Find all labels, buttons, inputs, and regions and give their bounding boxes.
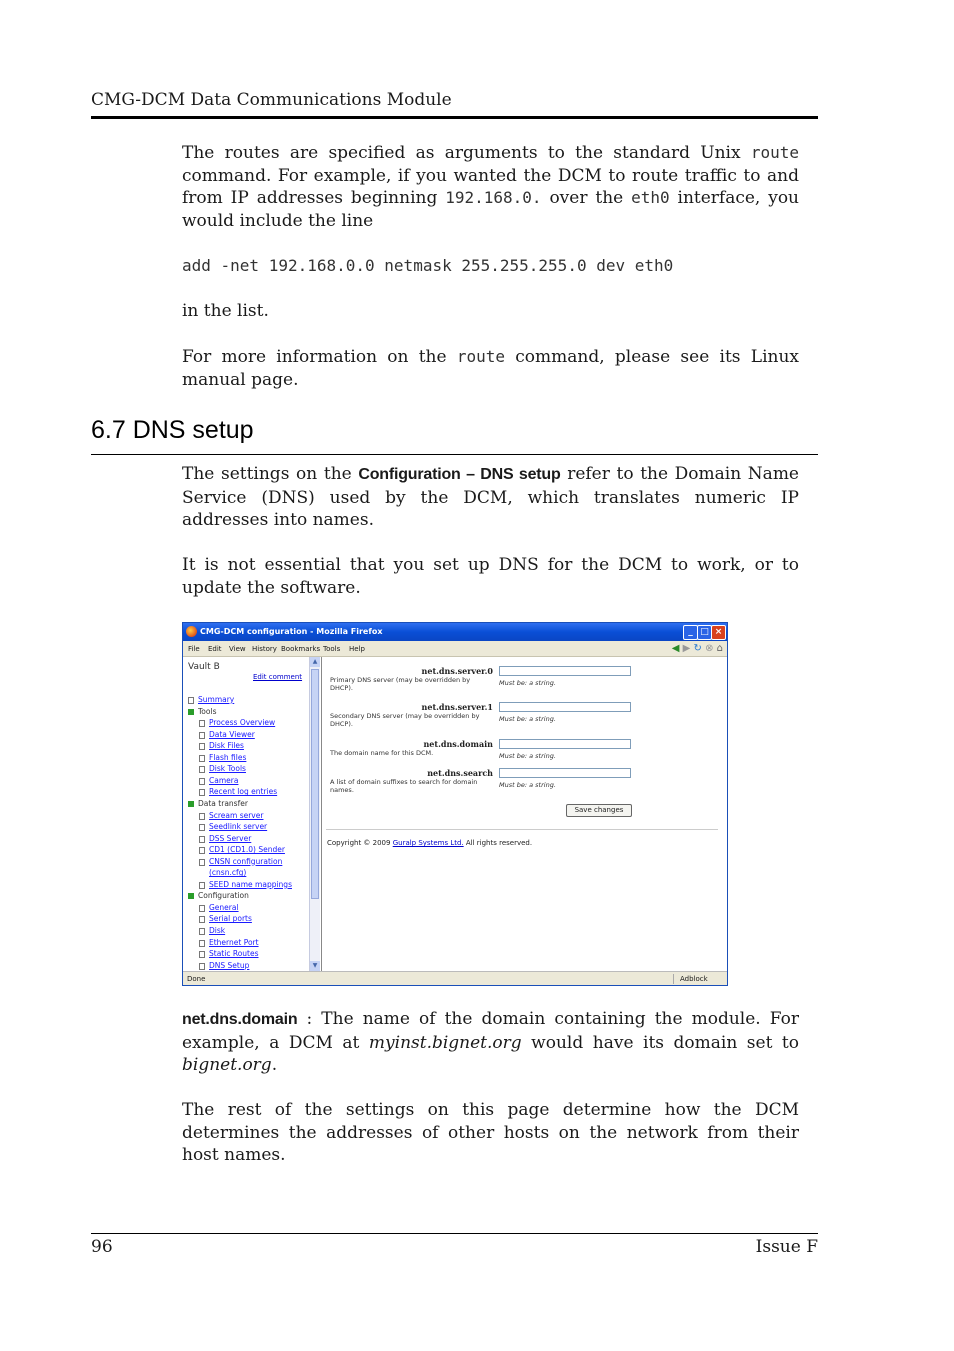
header-rule: [91, 116, 818, 119]
text-run: interface, you would include the line: [182, 188, 800, 231]
field-label: net.dns.server.0: [421, 666, 493, 676]
sidebar-link[interactable]: Scream server: [209, 810, 264, 820]
sidebar-link[interactable]: SEED name mappings: [209, 879, 292, 889]
code-ip: 192.168.0.: [445, 188, 542, 208]
forward-icon[interactable]: ▶: [682, 643, 691, 654]
sidebar-link[interactable]: Data Viewer: [209, 729, 255, 739]
sidebar-section: Data transfer: [198, 798, 248, 808]
text-run: The routes are specified as arguments to the standard Unix: [182, 143, 751, 163]
sidebar-section: Configuration: [198, 891, 249, 901]
page-icon: [199, 789, 205, 796]
scroll-thumb[interactable]: [311, 669, 319, 899]
menu-help[interactable]: Help: [349, 645, 365, 653]
scroll-down-icon[interactable]: ▼: [310, 961, 320, 971]
example-host: myinst.bignet.org: [368, 1032, 522, 1053]
menu-view[interactable]: View: [229, 645, 246, 653]
field-input[interactable]: [499, 666, 631, 676]
status-text: Done: [187, 975, 206, 983]
field-validation-note: Must be: a string.: [499, 752, 556, 760]
in-list-paragraph: in the list.: [182, 301, 269, 321]
menu-file[interactable]: File: [188, 645, 200, 653]
page-icon: [199, 720, 205, 727]
sidebar-section: Tools: [198, 706, 217, 716]
text-run: For more information on the: [182, 347, 457, 367]
sidebar-link[interactable]: Flash files: [209, 752, 247, 762]
page-icon: [199, 732, 205, 739]
folder-icon: [188, 801, 194, 807]
text-run: Copyright © 2009: [327, 839, 393, 847]
text-run: command, please see its Linux manual page.: [182, 347, 799, 390]
sidebar: [183, 657, 322, 971]
window-titlebar: [183, 623, 727, 641]
field-description: The domain name for this DCM.: [330, 749, 434, 757]
page-icon: [199, 951, 205, 958]
setting-name: net.dns.domain: [182, 1011, 298, 1028]
page-icon: [199, 847, 205, 854]
running-header: CMG-DCM Data Communications Module: [91, 90, 452, 110]
folder-icon: [188, 893, 194, 899]
page-icon: [199, 755, 205, 762]
host-resolution-paragraph: The rest of the settings on this page determine how the DCM determines the addresses of other hosts on the network from their host names.: [182, 1100, 799, 1166]
routes-paragraph: [182, 142, 799, 232]
page-icon: [199, 836, 205, 843]
field-label: net.dns.domain: [423, 739, 493, 749]
page-icon: [188, 697, 194, 704]
code-example: add -net 192.168.0.0 netmask 255.255.255.0 dev eth0: [182, 256, 674, 275]
page-icon: [199, 963, 205, 970]
page-icon: [199, 928, 205, 935]
field-validation-note: Must be: a string.: [499, 781, 556, 789]
firefox-icon: [186, 626, 197, 637]
folder-icon: [188, 709, 194, 715]
dns-intro-paragraph: [182, 463, 799, 532]
sidebar-link[interactable]: General: [209, 902, 239, 912]
menu-history[interactable]: History: [252, 645, 277, 653]
text-run: : The name of the domain containing the module. For example, a DCM at: [182, 1009, 799, 1053]
page-icon: [199, 905, 205, 912]
issue-label: Issue F: [755, 1237, 818, 1257]
vault-name: Vault B: [188, 662, 220, 672]
page-icon: [199, 778, 205, 785]
sidebar-link[interactable]: Process Overview: [209, 718, 276, 728]
section-heading: 6.7 DNS setup: [91, 416, 254, 444]
sidebar-link[interactable]: Disk Files: [209, 741, 244, 751]
sidebar-link[interactable]: Serial ports: [209, 914, 252, 924]
text-run: The settings on the: [182, 464, 359, 484]
field-description: Secondary DNS server (may be overridden by DHCP).: [330, 712, 480, 728]
menu-bar: [183, 641, 727, 657]
section-rule: [91, 454, 818, 455]
page-icon: [199, 766, 205, 773]
sidebar-link[interactable]: CD1 (CD1.0) Sender: [209, 845, 285, 855]
page-icon: [199, 940, 205, 947]
menu-edit[interactable]: Edit: [208, 645, 222, 653]
menu-path: Configuration – DNS setup: [358, 466, 561, 483]
page-icon: [199, 743, 205, 750]
firefox-screenshot: [182, 622, 728, 986]
minimize-icon[interactable]: _: [683, 625, 698, 640]
menu-bookmarks[interactable]: Bookmarks: [281, 645, 321, 653]
page-icon: [199, 882, 205, 889]
text-run: command. For example, if you wanted the DCM to route traffic to and from IP addresses beginning: [182, 165, 799, 209]
sidebar-link[interactable]: CNSN configuration: [209, 856, 283, 866]
nav-toolbar: [672, 643, 723, 654]
field-description: Primary DNS server (may be overridden by DHCP).: [330, 676, 471, 692]
text-run: would have its domain set to: [521, 1032, 799, 1053]
edit-comment-link[interactable]: Edit comment: [253, 673, 303, 681]
text-run: .: [271, 1055, 278, 1076]
scroll-up-icon[interactable]: ▲: [310, 657, 320, 667]
text-run: All rights reserved.: [463, 839, 533, 847]
field-validation-note: Must be: a string.: [499, 679, 556, 687]
field-input[interactable]: [499, 702, 631, 712]
page-icon: [199, 824, 205, 831]
content-divider: [326, 829, 718, 830]
dns-optional-paragraph: It is not essential that you set up DNS for the DCM to work, or to update the software.: [182, 555, 799, 598]
copyright-line: [327, 839, 532, 847]
save-changes-button[interactable]: Save changes: [566, 804, 632, 817]
field-label: net.dns.server.1: [421, 702, 493, 712]
status-separator: [673, 974, 674, 984]
sidebar-link[interactable]: Recent log entries: [209, 787, 278, 797]
close-icon[interactable]: ×: [711, 625, 726, 640]
code-route: route: [456, 347, 505, 366]
sidebar-link[interactable]: Disk: [209, 926, 226, 935]
sidebar-link[interactable]: DSS Server: [209, 833, 252, 843]
sidebar-link[interactable]: Static Routes: [209, 949, 259, 959]
maximize-icon[interactable]: □: [697, 625, 712, 640]
sidebar-link[interactable]: Disk Tools: [209, 764, 246, 774]
field-input[interactable]: [499, 739, 631, 749]
home-icon[interactable]: ⌂: [716, 643, 723, 654]
window-title: CMG-DCM configuration - Mozilla Firefox: [200, 627, 383, 636]
menu-tools[interactable]: Tools: [323, 645, 341, 653]
sidebar-link[interactable]: Ethernet Port: [209, 937, 259, 947]
page-number: 96: [91, 1237, 113, 1257]
sidebar-scrollbar[interactable]: [309, 657, 320, 971]
page-icon: [199, 859, 205, 866]
page-icon: [199, 916, 205, 923]
code-route: route: [750, 143, 799, 162]
stop-icon[interactable]: ⊗: [705, 643, 714, 654]
dns-domain-paragraph: [182, 1008, 799, 1077]
settings-panel: [323, 657, 723, 971]
text-run: over the: [541, 188, 632, 209]
sidebar-link[interactable]: Camera: [209, 775, 239, 785]
field-input[interactable]: [499, 768, 631, 778]
code-eth0: eth0: [631, 188, 670, 208]
sidebar-link[interactable]: (cnsn.cfg): [209, 868, 247, 878]
text-run: refer to the Domain Name Service (DNS) used by the DCM, which translates numeric IP addresses into names.: [182, 464, 799, 531]
example-domain: bignet.org: [182, 1055, 272, 1076]
status-bar: [183, 971, 727, 986]
adblock-label[interactable]: Adblock: [680, 975, 708, 983]
sidebar-link[interactable]: Seedlink server: [209, 822, 268, 832]
route-manual-paragraph: [182, 346, 799, 391]
reload-icon[interactable]: ↻: [693, 643, 702, 654]
field-label: net.dns.search: [427, 768, 493, 778]
back-icon[interactable]: ◀: [671, 643, 680, 654]
field-validation-note: Must be: a string.: [499, 715, 556, 723]
page-icon: [199, 813, 205, 820]
sidebar-link[interactable]: DNS Setup: [209, 960, 250, 970]
field-description: A list of domain suffixes to search for domain names.: [330, 778, 478, 794]
sidebar-link[interactable]: Summary: [198, 695, 235, 704]
guralp-link[interactable]: Guralp Systems Ltd.: [392, 839, 464, 847]
footer-rule: [91, 1233, 818, 1234]
